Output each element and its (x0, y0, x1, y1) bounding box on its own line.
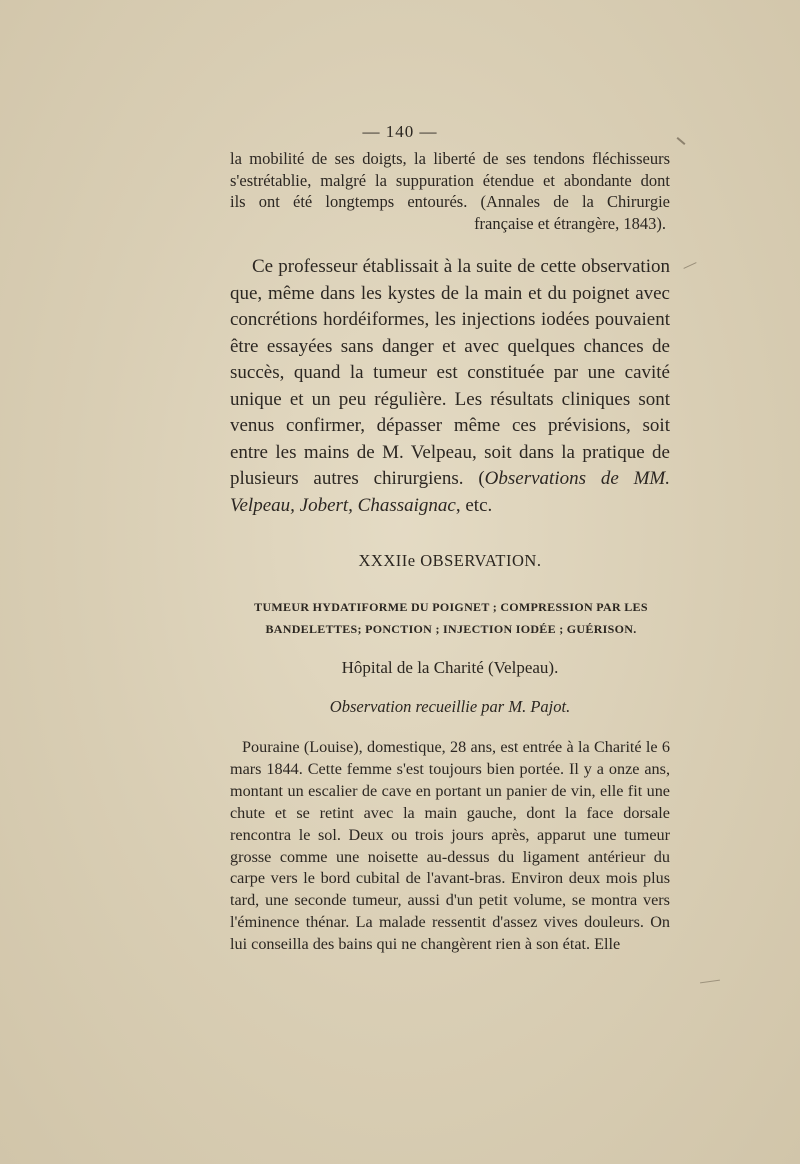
main-paragraph-end: , etc. (455, 494, 493, 516)
observation-recorded-by: Observation recueillie par M. Pajot. (329, 697, 571, 716)
observation-title: TUMEUR HYDATIFORME DU POIGNET ; COMPRESSION PAR LES BANDELETTES; PONCTION ; INJECTION IODÉE ; GUÉRISON. (254, 600, 648, 636)
observation-hospital: Hôpital de la Charité (Velpeau). (341, 658, 559, 677)
continuation-line: ils ont été longtemps entourés. (Annales de la Chirurgie (230, 192, 670, 211)
main-paragraph-text: Ce professeur établissait à la suite de cette observation que, même dans les kystes de la main et du poignet avec concrétions hordéiformes, les injections iodées pouvaient être essayées sans danger et avec quelques chances de succès, quand la tumeur est constituée par une cavité unique et un peu régulière. Les résultats cliniques sont venus confirmer, dépasser même ces prévisions, soit entre les mains de M. Velpeau, soit dans la pratique de plusieurs autres chirurgiens. ( (230, 256, 670, 489)
continuation-paragraph (230, 148, 670, 234)
main-paragraph (230, 254, 670, 519)
continuation-line: française et étrangère, 1843). (474, 213, 666, 233)
continuation-line: s'estrétablie, malgré la suppuration étendue et abondante dont (230, 170, 670, 190)
observation-heading: XXXIIe OBSERVATION. (358, 551, 542, 570)
scan-mark (700, 980, 720, 984)
main-paragraph-citation: Observations de MM. Velpeau, Jobert, Chassaignac (230, 468, 670, 516)
observation-text: Pouraine (Louise), domestique, 28 ans, est entrée à la Charité le 6 mars 1844. Cette femme s'est toujours bien portée. Il y a onze ans, montant un escalier de cave en portant un panier de vin, elle fit une chute et se retint avec la main gauche, dont la face dorsale rencontra le sol. Deux ou trois jours après, apparut une tumeur grosse comme une noisette au-dessus du ligament antérieur du carpe vers le bord cubital de l'avant-bras. Environ deux mois plus tard, une seconde tumeur, aussi d'un petit volume, se montra vers l'éminence thénar. La malade ressentit d'assez vives douleurs. On lui conseilla des bains qui ne changèrent rien à son état. Elle (230, 738, 670, 954)
continuation-line: la mobilité de ses doigts, la liberté de ses tendons fléchisseurs (230, 149, 670, 168)
scan-mark (683, 262, 696, 269)
page-number: — 140 — (362, 122, 438, 141)
